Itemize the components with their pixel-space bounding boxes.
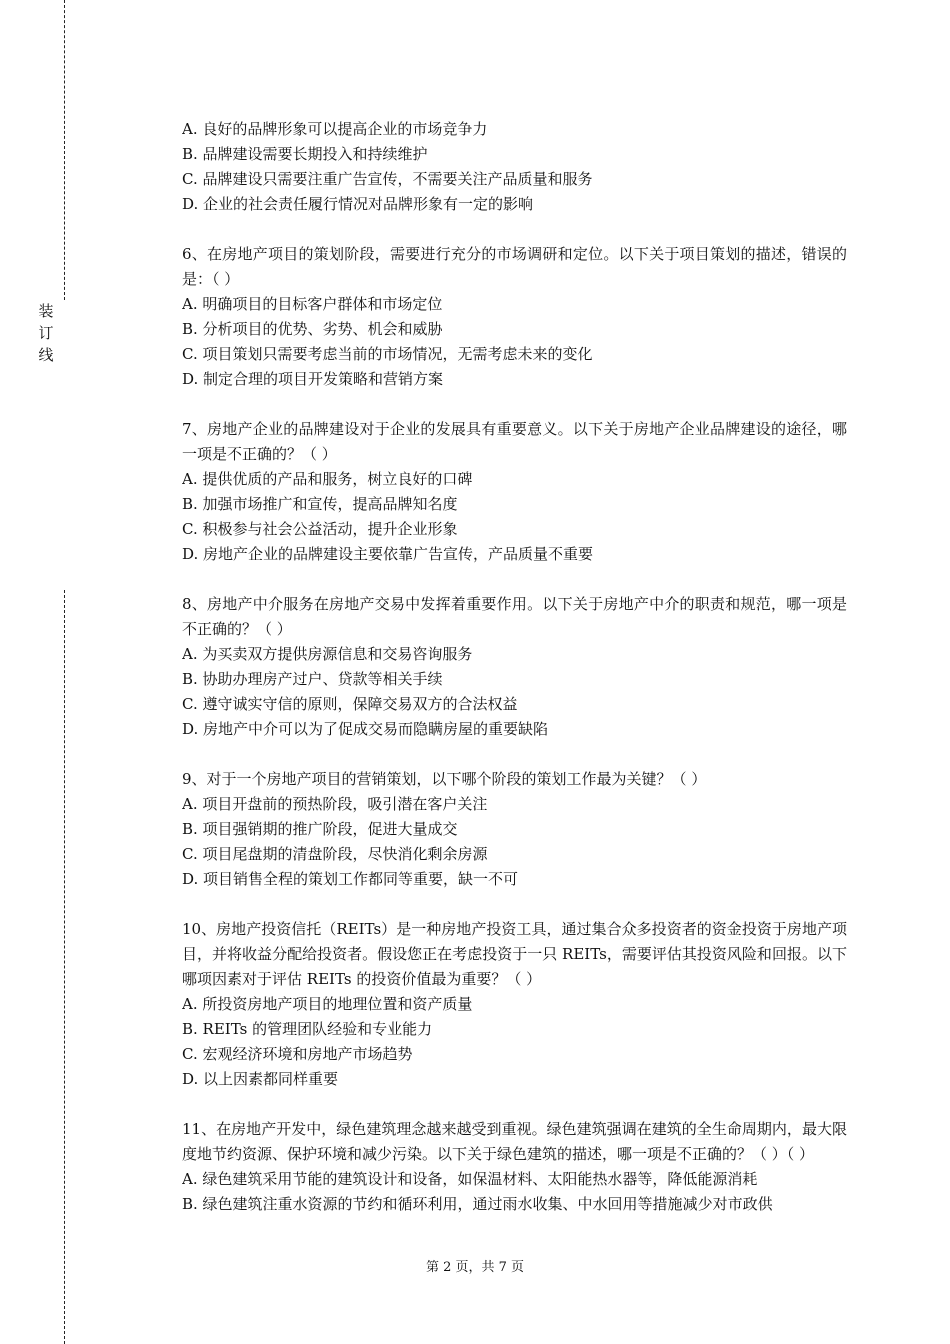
option-a: A. 良好的品牌形象可以提高企业的市场竞争力 [182,120,488,138]
option-d: D. 房地产企业的品牌建设主要依靠广告宣传，产品质量不重要 [182,545,594,563]
page-number: 第 2 页，共 7 页 [425,1260,525,1275]
option-b: B. 绿色建筑注重水资源的节约和循环利用，通过雨水收集、中水回用等措施减少对市政供 [182,1195,773,1213]
option-c: C. 宏观经济环境和房地产市场趋势 [182,1045,413,1063]
question-7 [182,417,847,567]
page-footer [0,1258,950,1278]
option-a: A. 绿色建筑采用节能的建筑设计和设备，如保温材料、太阳能热水器等，降低能源消耗 [182,1170,758,1188]
option-d: D. 项目销售全程的策划工作都同等重要，缺一不可 [182,870,519,888]
question-9 [182,767,847,892]
binding-label [36,300,56,366]
question-text: 7、房地产企业的品牌建设对于企业的发展具有重要意义。以下关于房地产企业品牌建设的途径，哪一项是不正确的？（ ） [182,420,847,463]
option-b: B. 加强市场推广和宣传，提高品牌知名度 [182,495,458,513]
option-a: A. 项目开盘前的预热阶段，吸引潜在客户关注 [182,795,488,813]
option-d: D. 企业的社会责任履行情况对品牌形象有一定的影响 [182,195,534,213]
option-a: A. 明确项目的目标客户群体和市场定位 [182,295,443,313]
option-b: B. 分析项目的优势、劣势、机会和威胁 [182,320,443,338]
binding-label-char: 装 [38,302,54,320]
option-d: D. 制定合理的项目开发策略和营销方案 [182,370,444,388]
option-c: C. 项目策划只需要考虑当前的市场情况，无需考虑未来的变化 [182,345,593,363]
binding-line-top [64,0,65,300]
question-text: 8、房地产中介服务在房地产交易中发挥着重要作用。以下关于房地产中介的职责和规范，哪一项是不正确的？（ ） [182,595,847,638]
binding-line-bottom [64,590,65,1344]
binding-label-char: 线 [38,346,54,364]
question-text: 9、对于一个房地产项目的营销策划，以下哪个阶段的策划工作最为关键？（ ） [182,770,707,788]
question-5-continued [182,117,847,217]
option-c: C. 品牌建设只需要注重广告宣传，不需要关注产品质量和服务 [182,170,593,188]
option-d: D. 房地产中介可以为了促成交易而隐瞒房屋的重要缺陷 [182,720,549,738]
option-b: B. REITs 的管理团队经验和专业能力 [182,1020,433,1038]
option-c: C. 遵守诚实守信的原则，保障交易双方的合法权益 [182,695,518,713]
question-text: 10、房地产投资信托（REITs）是一种房地产投资工具，通过集合众多投资者的资金投资于房地产项目，并将收益分配给投资者。假设您正在考虑投资于一只 REITs，需要评估其投资风险和回报。以下哪项因素对于评估 REITs 的投资价值最为重要？（ ） [182,920,847,988]
option-c: C. 积极参与社会公益活动，提升企业形象 [182,520,458,538]
option-a: A. 提供优质的产品和服务，树立良好的口碑 [182,470,473,488]
question-8 [182,592,847,742]
option-a: A. 为买卖双方提供房源信息和交易咨询服务 [182,645,473,663]
question-11 [182,1117,847,1217]
binding-label-char: 订 [38,324,54,342]
option-b: B. 品牌建设需要长期投入和持续维护 [182,145,428,163]
option-a: A. 所投资房地产项目的地理位置和资产质量 [182,995,473,1013]
option-c: C. 项目尾盘期的清盘阶段，尽快消化剩余房源 [182,845,488,863]
question-10 [182,917,847,1092]
question-list [182,117,847,1217]
question-text: 6、在房地产项目的策划阶段，需要进行充分的市场调研和定位。以下关于项目策划的描述，错误的是：（ ） [182,245,847,288]
option-b: B. 项目强销期的推广阶段，促进大量成交 [182,820,458,838]
option-b: B. 协助办理房产过户、贷款等相关手续 [182,670,443,688]
question-6 [182,242,847,392]
option-d: D. 以上因素都同样重要 [182,1070,339,1088]
question-text: 11、在房地产开发中，绿色建筑理念越来越受到重视。绿色建筑强调在建筑的全生命周期内，最大限度地节约资源、保护环境和减少污染。以下关于绿色建筑的描述，哪一项是不正确的？（ ）（ ） [182,1120,847,1163]
